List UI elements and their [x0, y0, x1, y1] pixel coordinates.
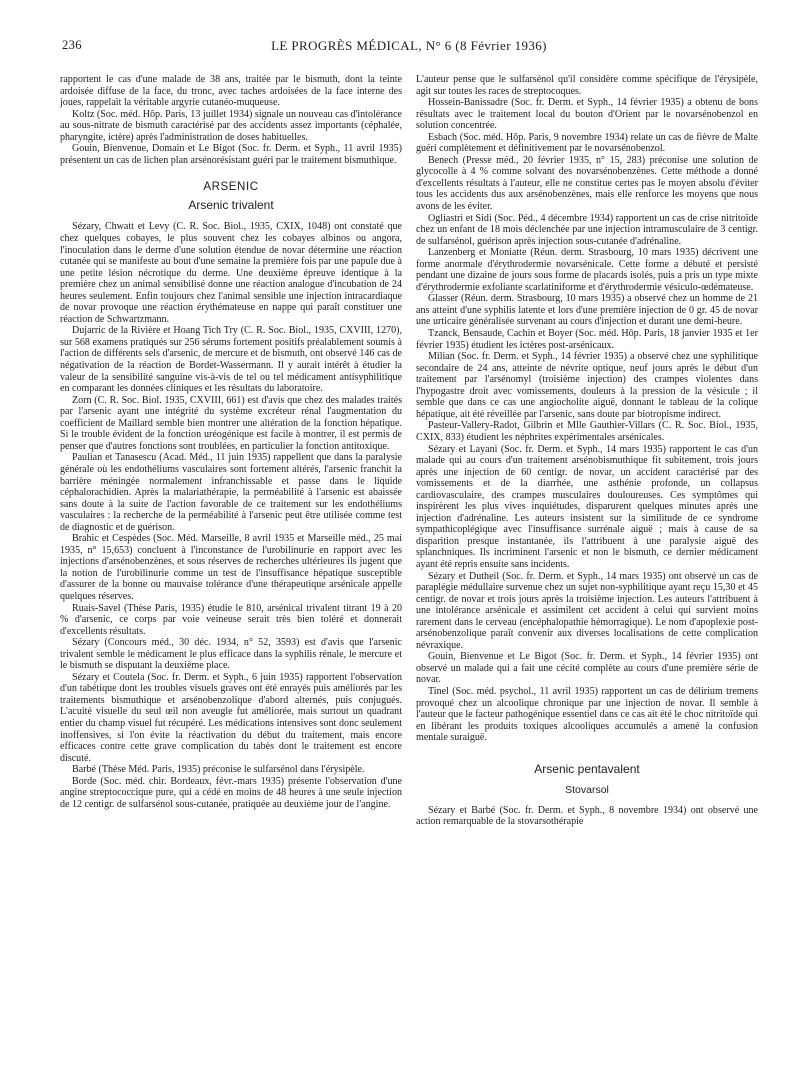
paragraph: Koltz (Soc. méd. Hôp. Paris, 13 juillet 1934) signale un nouveau cas d'intolérance au sous-nitrate de bismuth caractérisé par des accidents assez importants (céphalée, pharyngite, ictère) après l'administration de doses habituelles.: [60, 108, 402, 143]
paragraph: Paulian et Tanasescu (Acad. Méd., 11 juin 1935) rappellent que dans la paralysie générale où les endothéliums vasculaires sont fortement altérés, l'arsenic franchit la barrière méningée normalement infranchissable et passe dans le liquide céphalorachidien. Après la malariathérapie, la perméabilité à l'arsenic est abaissée sans doute à la suite de l'action favorable de ce traitement sur les endothéliums vasculaires : la recherche de la perméabilité à l'arsenic peut être utilisée comme test de diagnostic et de guérison.: [60, 452, 402, 533]
paragraph: Esbach (Soc. méd. Hôp. Paris, 9 novembre 1934) relate un cas de fièvre de Malte guéri complètement et définitivement par le novarsénobenzol.: [416, 131, 758, 155]
two-column-body: [60, 74, 758, 828]
paragraph: Glasser (Réun. derm. Strasbourg, 10 mars 1935) a observé chez un homme de 21 ans atteint d'une syphilis latente et lors d'une première injection de 0 gr. 45 de novar une urticaire généralisée survenant au cours d'injection et durant une demi-heure.: [416, 293, 758, 328]
subsection-title: Arsenic pentavalent: [534, 761, 640, 776]
paragraph: Tinel (Soc. méd. psychol., 11 avril 1935) rapportent un cas de délirium tremens provoqué chez un alcoolique chronique par une injection de novar. Il semble à l'auteur que le facteur pathogénique essentiel dans ce cas ait été le choc nitritoïde qui en libérant les produits toxiques alcooliques accumulés a amené la confusion mentale suraiguë.: [416, 685, 758, 744]
subsection-title: Arsenic trivalent: [188, 197, 274, 212]
paragraph: Barbé (Thèse Méd. Paris, 1935) préconise le sulfarsénol dans l'érysipèle.: [72, 764, 365, 776]
running-title: LE PROGRÈS MÉDICAL, N° 6 (8 Février 1936): [271, 38, 547, 53]
paragraph: Gouin, Bienvenue, Domain et Le Bigot (Soc. fr. Derm. et Syph., 11 avril 1935) présentent un cas de lichen plan arsénorésistant guéri par le traitement bismuthique.: [60, 143, 402, 166]
paragraph: Sézary et Coutela (Soc. fr. Derm. et Syph., 6 juin 1935) rapportent l'observation d'un tabétique dont les troubles visuels graves ont été enrayés puis améliorés par les traitements bismuthique et arsénobenzolique d'abord alternés, puis conjugués. L'acuité visuelle du seul œil non aveugle fut améliorée, mais surtout un quadrant entier du champ visuel fut récupéré. Les médications intensives sont donc seulement inoffensives, si l'on évite la réactivation du début du traitement, mais encore efficaces contre cette grave complication du tabès dont le traitement est encore discuté.: [60, 671, 402, 764]
paragraph: L'auteur pense que le sulfarsénol qu'il considère comme spécifique de l'érysipèle, agit sur toutes les races de streptocoques.: [416, 74, 758, 97]
paragraph: Zorn (C. R. Soc. Biol. 1935, CXVIII, 661) est d'avis que chez des malades traités par l'arsenic ayant une intégrité du système excréteur rénal l'augmentation du coefficient de Maillard semble bien montrer une altération de la fonction hépatique. Si le trouble évident de la fonction uréogénique est facile à montrer, il est permis de penser que d'autres fonctions sont troublées, en particulier la fonction antitoxique.: [60, 394, 402, 452]
paragraph: Lanzenberg et Moniatte (Réun. derm. Strasbourg, 10 mars 1935) décrivent une forme anormale d'érythrodermie novarsénicale. Cette forme a débuté et persisté pendant une dizaine de jours sous forme de placards isolés, puis a pris un type mixte d'érythrodermie exfoliante scarlatiniforme et d'érythrodermie vésiculo-œdémateuse.: [416, 247, 758, 293]
paragraph: Tzanck, Bensaude, Cachin et Boyer (Soc. méd. Hôp. Paris, 18 janvier 1935 et 1er février 1935) étudient les ictères post-arsénicaux.: [416, 328, 758, 351]
paragraph: Sézary, Chwatt et Levy (C. R. Soc. Biol., 1935, CXIX, 1048) ont constaté que chez quelques cobayes, le plus souvent chez les cobayes albinos ou angora, l'inoculation dans le derme d'une solution étendue de novar détermine une réaction cutanée qui se manifeste au bout d'une semaine la première fois par une papule due à une petite lésion nécrotique du derme. Une deuxième épreuve identique à la première chez un animal sensibilisé donne une réaction analogue d'incubation de 24 heures seulement. Enfin toujours chez l'animal sensible une injection intracardiaque de novar provoque une réaction érythémateuse en nappe qui paraît constituer une réaction de Schwartzmann.: [60, 221, 402, 325]
paragraph: rapportent le cas d'une malade de 38 ans, traitée par le bismuth, dont la teinte ardoisée diffuse de la face, du tronc, avec taches ardoisées de la face interne des joues, rappelait la véritable argyrie cutanéo-muqueuse.: [60, 74, 402, 109]
minor-title: Stovarsol: [565, 784, 609, 797]
section-title: ARSENIC: [203, 181, 259, 194]
journal-page: [60, 38, 758, 1074]
paragraph: Brahic et Cespèdes (Soc. Méd. Marseille, 8 avril 1935 et Marseille méd., 25 mai 1935, n° 15,653) concluent à l'inconstance de l'urobilinurie en rapport avec les injections d'arsénobenzènes, et sous réserves de recherches ultérieures ils jugent que la notion de l'urobilinurie comme un test de l'insuffisance hépatique susceptible d'assurer de la bonne ou mauvaise tolérance d'une thérapeutique arsénicale appelle quelques réserves.: [60, 533, 402, 602]
paragraph: Ogliastri et Sidi (Soc. Péd., 4 décembre 1934) rapportent un cas de crise nitritoïde chez un enfant de 18 mois déclenchée par une injection intramusculaire de 3 centigr. de sulfarsénol, guérison après injection sous-cutanée d'adrénaline.: [416, 212, 758, 247]
paragraph: Gouin, Bienvenue et Le Bigot (Soc. fr. Derm. et Syph., 14 février 1935) ont observé un malade qui a fait une cécité complète au cours d'une première série de novar.: [416, 651, 758, 686]
paragraph: Sézary (Concours méd., 30 déc. 1934, n° 52, 3593) est d'avis que l'arsenic trivalent semble le médicament le plus efficace dans la syphilis rénale, le mercure et le bismuth se disputant la deuxième place.: [60, 637, 402, 672]
running-header: [60, 38, 758, 60]
right-column: [416, 74, 758, 828]
paragraph: Hossein-Banissadre (Soc. fr. Derm. et Syph., 14 février 1935) a obtenu de bons résultats avec le traitement local du bouton d'Orient par le novarsénobenzol en solution concentrée.: [416, 97, 758, 132]
paragraph: Dujarric de la Rivière et Hoang Tich Try (C. R. Soc. Biol., 1935, CXVIII, 1270), sur 568 examens pratiqués sur 256 sérums fortement positifs préalablement soumis à l'action de différents sels d'arsenic, de mercure et de bismuth, ont observé 146 cas de négativation de la réaction de Bordet-Wassermann. Il y aurait intérêt à étudier la valeur de la sensibilité sanguine vis-à-vis de tel ou tel médicament antisyphilitique en comparant les données cliniques et les résultats du laboratoire.: [60, 325, 402, 395]
left-column: [60, 74, 402, 828]
paragraph: Sézary et Layani (Soc. fr. Derm. et Syph., 14 mars 1935) rapportent le cas d'un malade qui au cours d'un traitement arsénobismuthique fit subitement, trois jours après une injection de 60 centigr. de novar, un accident caractérisé par des vomissements et de la diarrhée, une asthénie profonde, un collapsus cardiovasculaire, des crampes musculaires douloureuses. Ces symptômes qui inspirèrent les plus vives inquiétudes, disparurent quelques minutes après une injection d'adrénaline. Les auteurs insistent sur la similitude de ce syndrome sympathicoplégique avec l'insuffisance surrénale aiguë ; mais à cause de sa disparition presque instantanée, ils l'attribuent à une paralysie aiguë des splanchniques. Ils incriminent l'arsenic et non le bismuth, ce dernier médicament ayant été repris ensuite sans incidents.: [416, 443, 758, 570]
paragraph: Borde (Soc. méd. chir. Bordeaux, févr.-mars 1935) présente l'observation d'une angine streptococcique pure, qui a cédé en moins de 48 heures à une seule injection de 12 centigr. de sulfarsénol sous-cutanée, pratiquée au deuxième jour de l'angine.: [60, 775, 402, 810]
page-number: 236: [62, 38, 82, 52]
paragraph: Ruais-Savel (Thèse Paris, 1935) étudie le 810, arsénical trivalent titrant 19 à 20 % d'arsenic, ce corps par voie veineuse serait très bien toléré et donnerait d'excellents résultats.: [60, 602, 402, 637]
paragraph: Pasteur-Vallery-Radot, Gilbrin et Mlle Gauthier-Villars (C. R. Soc. Biol., 1935, CXIX, 833) étudient les néphrites expérimentales arsénicales.: [416, 420, 758, 443]
paragraph: Benech (Presse méd., 20 février 1935, n° 15, 283) préconise une solution de glycocolle à 4 % comme solvant des novarsénobenzènes. Cette méthode a donné d'excellents résultats à l'auteur, elle ne constitue certes pas le moyen absolu d'éviter tous les accidents dus aux arsénobenzènes, mais elle renforce les moyens que nous avons de les éviter.: [416, 154, 758, 213]
paragraph: Sézary et Barbé (Soc. fr. Derm. et Syph., 8 novembre 1934) ont observé une action remarquable de la stovarsothérapie: [416, 804, 758, 828]
paragraph: Sézary et Dutheil (Soc. fr. Derm. et Syph., 14 mars 1935) ont observé un cas de paraplégie médullaire survenue chez un sujet non-syphilitique ayant reçu 15,30 et 45 centigr. de novar et trois jours après la troisième injection. Les auteurs l'attribuent à une intolérance arsénicale et assimilent cet accident à celui qui survient moins rarement dans le cerveau (encéphalopathie hémorragique). Le nom d'apoplexie post-arsénobenzolique paraît convenir aux diverses localisations de cette complication névraxique.: [416, 570, 758, 651]
paragraph: Milian (Soc. fr. Derm. et Syph., 14 février 1935) a observé chez une syphilitique secondaire de 24 ans, atteinte de névrite optique, neuf jours après le début d'un traitement par l'arsénomyl (troisième injection) des crampes violentes dans l'hypogastre droit avec vomissements, douleurs à la pression de la vésicule ; il semble que dans ce cas une angiocholite aiguë, donnant le tableau de la colique hépatique, ait été réveillée par l'arsenic, sans doute par biotropisme indirect.: [416, 351, 758, 420]
